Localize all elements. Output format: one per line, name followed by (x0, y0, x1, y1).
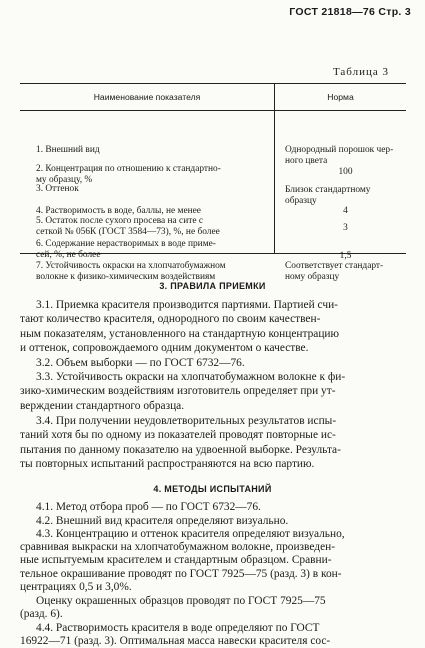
table-row-name: 3. Оттенок (36, 184, 79, 194)
table-row-name: 7. Устойчивость окраски на хлопчатобумажном волокне к физико-химическим воздействиям (36, 261, 226, 282)
table-caption: Таблица 3 (332, 66, 389, 78)
page-header: ГОСТ 21818—76 Стр. 3 (289, 6, 411, 18)
paragraph-3-2: 3.2. Объем выборки — по ГОСТ 6732—76. (36, 357, 245, 369)
table-row-value: Близок стандартному образцу (285, 185, 371, 206)
table-row-value: Соответствует стандарт- ному образцу (285, 261, 384, 282)
column-header-norm: Норма (274, 84, 406, 110)
section-4-heading: 4. МЕТОДЫ ИСПЫТАНИЙ (153, 484, 272, 494)
paragraph-3-4: 3.4. При получении неудовлетворительных результатов испы- таний хотя бы по одному из показателей проводят повторные ис- пытания по данному показателю на удвоенной выборке. Результа- ты повторных испытаний распространяются на всю партию. (20, 415, 341, 471)
requirements-table (20, 83, 406, 282)
table-row-name: 4. Растворимость в воде, баллы, не менее (36, 206, 201, 216)
table-row-name: 1. Внешний вид (36, 145, 100, 155)
paragraph-3-1: 3.1. Приемка красителя производится партиями. Партией счи- тают количество красителя, однородного по своим качествен- ным показателям, установленного на стандартную концентрацию и оттенок, сопровождаемого одним документом о качестве. (20, 299, 340, 355)
table-row-name: 5. Остаток после сухого просева на сите с сеткой № 056К (ГОСТ 3584—73), %, не более (36, 216, 220, 237)
paragraph-4-1: 4.1. Метод отбора проб — по ГОСТ 6732—76. (36, 501, 261, 513)
column-header-indicator: Наименование показателя (93, 91, 201, 102)
norm-column (274, 111, 406, 282)
table-row-name: 6. Содержание нерастворимых в воде приме- сей, %, не более (36, 239, 216, 260)
paragraph-4-2: 4.2. Внешний вид красителя определяют визуально. (36, 515, 289, 527)
table-row-value: 1,5 (339, 251, 352, 261)
table-row-value: 3 (343, 223, 348, 233)
table-header-row (20, 83, 406, 111)
indicator-column (20, 111, 274, 282)
paragraph-3-3: 3.3. Устойчивость окраски на хлопчатобумажном волокне к фи- зико-химическим воздействиям изготовитель определяет при ут- верждении стандартного образца. (20, 371, 346, 412)
table-row-value: 4 (343, 206, 348, 216)
table-body (20, 111, 406, 282)
table-row-value: 100 (338, 167, 353, 177)
paragraph-4-5: 4.4. Растворимость красителя в воде определяют по ГОСТ 16922—71 (разд. 3). Оптимальная масса навески красителя сос- (20, 622, 331, 648)
paragraph-4-4: Оценку окрашенных образцов проводят по ГОСТ 7925—75 (разд. 6). (20, 595, 326, 621)
table-row-value: Однородный порошок чер- ного цвета (285, 145, 394, 166)
paragraph-4-3: 4.3. Концентрацию и оттенок красителя определяют визуально, сравнивая выкраски на хлопчатобумажном волокне, произведен- ные испытуемым красителем и стандартным образцом. Сравни- тельное окрашивание проводят по ГОСТ 7925—75 (разд. 3) в кон- центрациях 0,5 и 3,0%. (20, 528, 345, 593)
section-3-heading: 3. ПРАВИЛА ПРИЕМКИ (159, 281, 266, 291)
table-row-name: 2. Концентрация по отношению к стандартно- му образцу, % (36, 164, 221, 185)
